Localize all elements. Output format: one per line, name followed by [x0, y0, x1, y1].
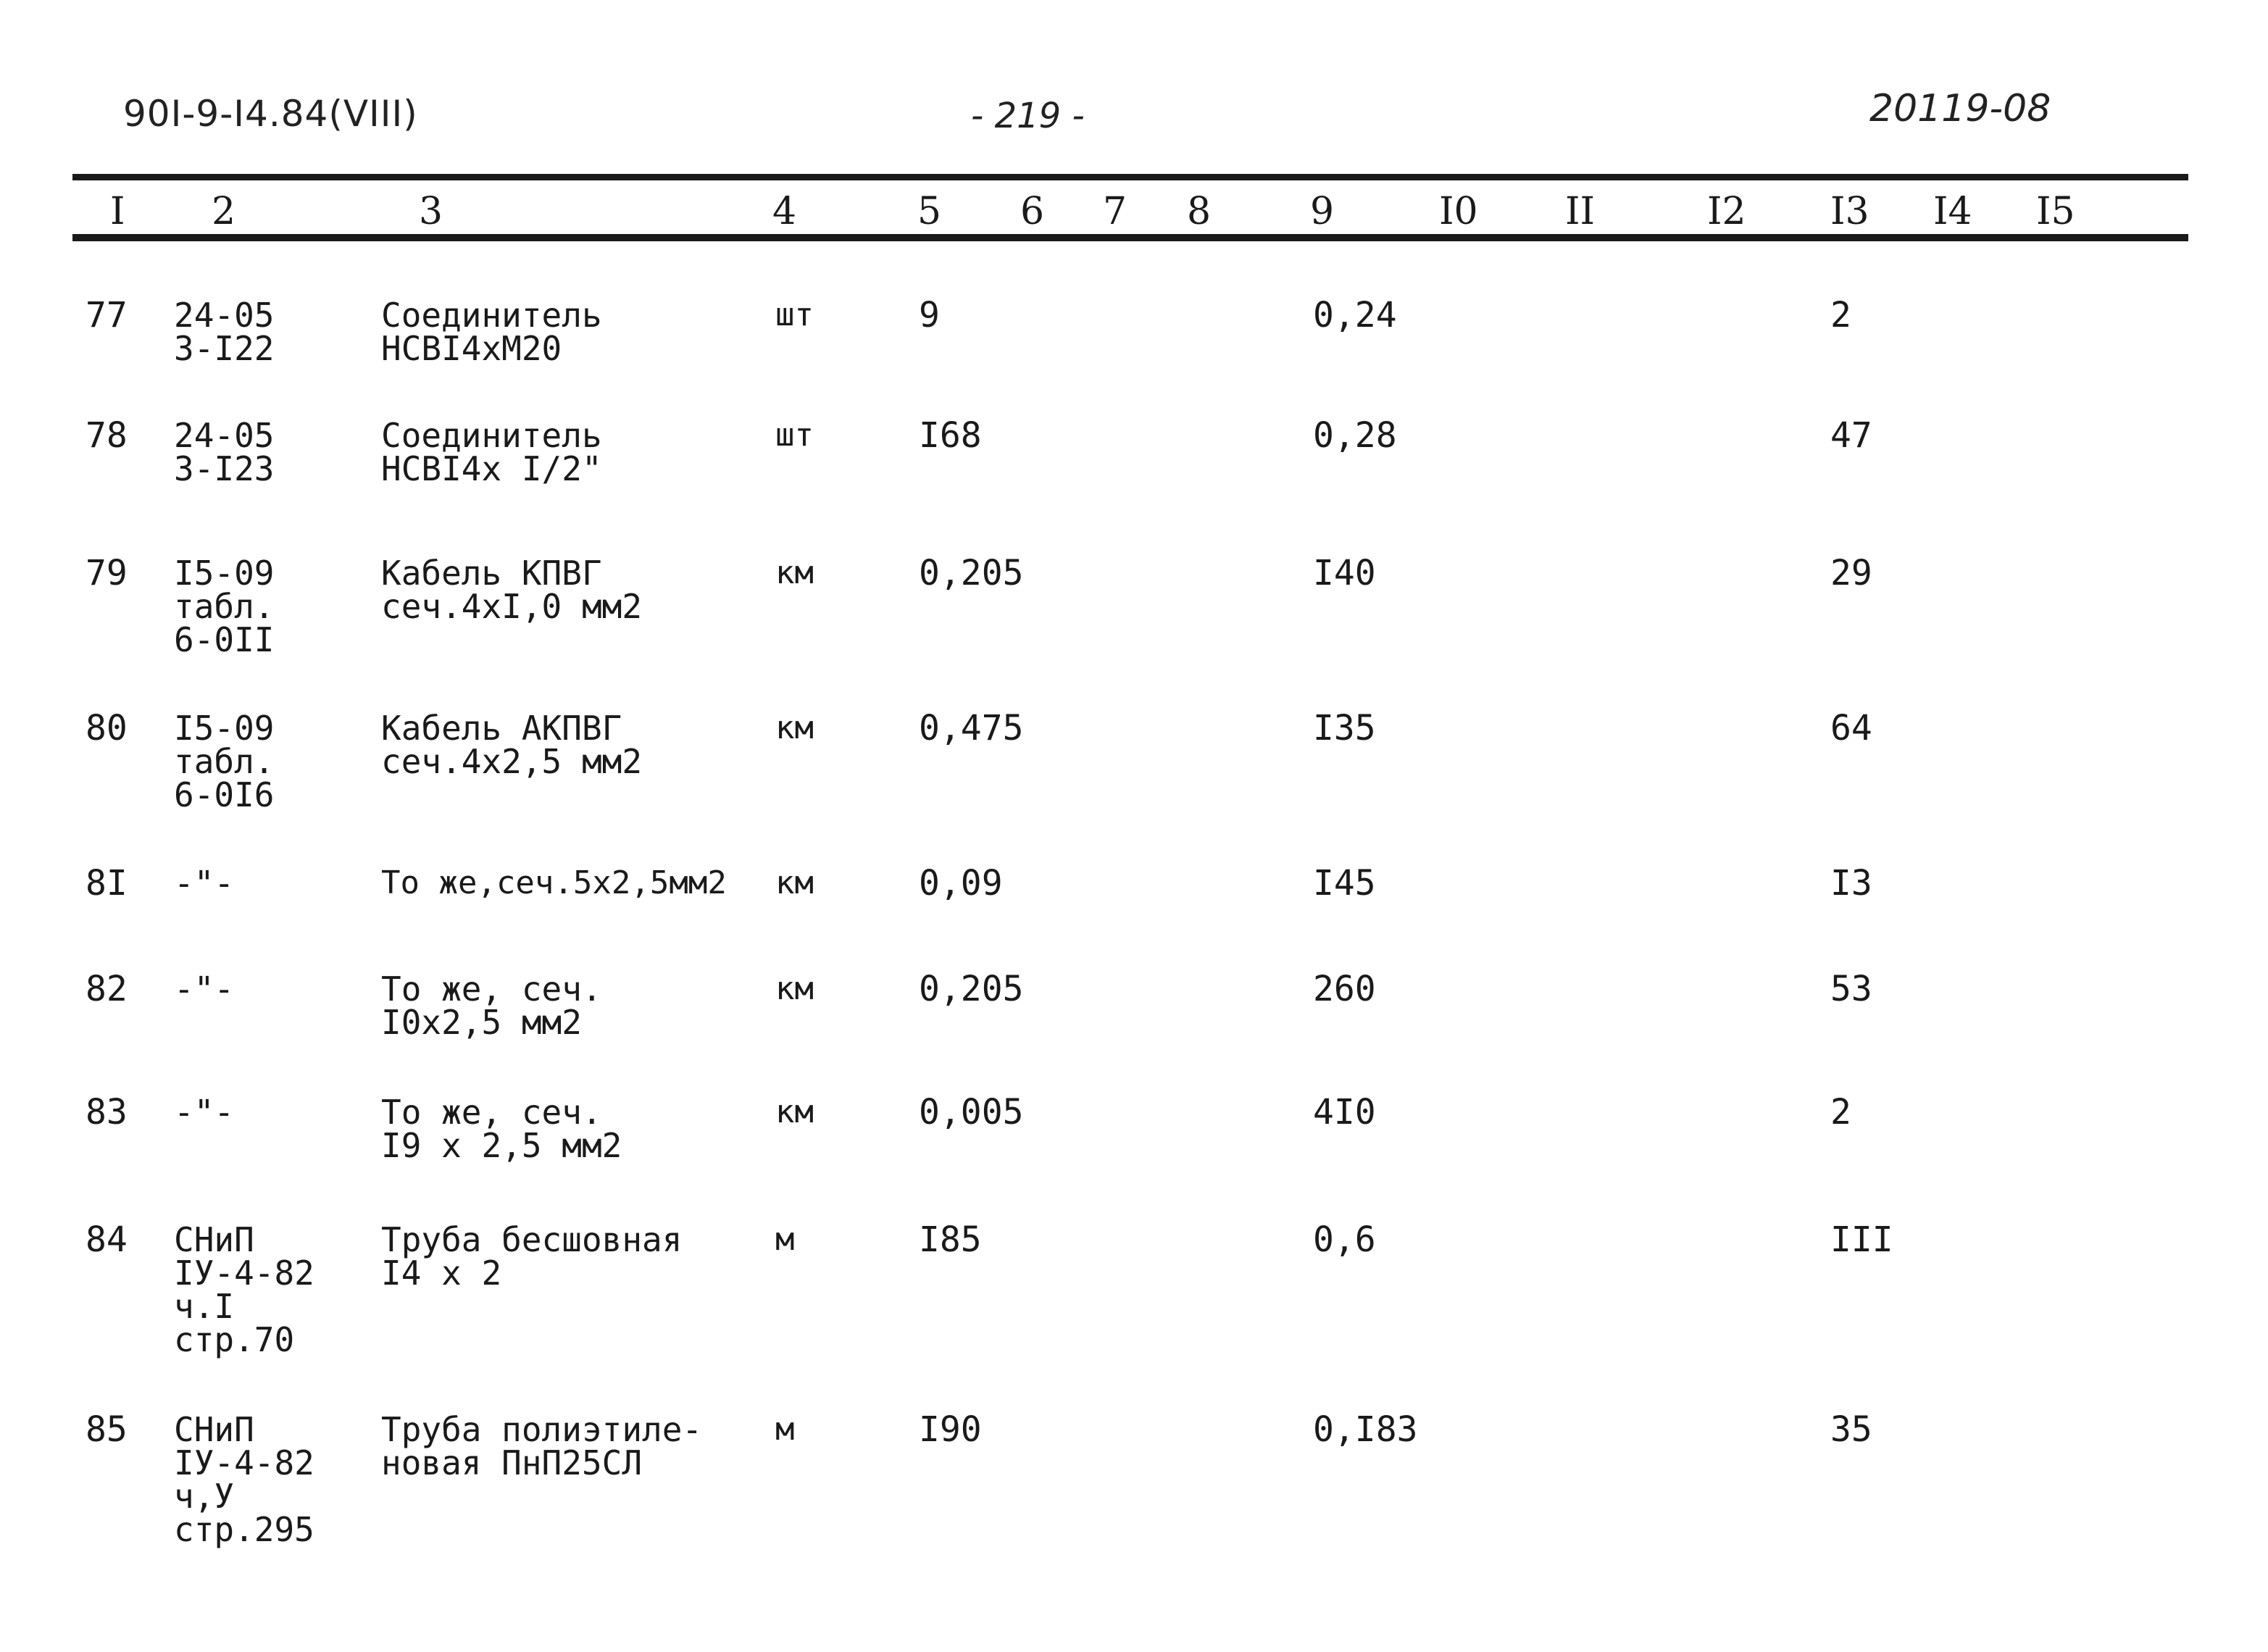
- row-quantity: 0,475: [919, 708, 1024, 748]
- row-price: 0,24: [1313, 295, 1397, 335]
- row-price: I45: [1313, 863, 1376, 904]
- row-code-line: стр.70: [174, 1320, 295, 1359]
- row-number: 82: [86, 969, 128, 1009]
- row-code-line: I5-09: [174, 554, 275, 593]
- row-total: 53: [1830, 969, 1872, 1009]
- row-number: 77: [86, 295, 128, 335]
- row-code-line: табл.: [174, 742, 275, 781]
- row-unit: км: [775, 1093, 814, 1130]
- row-name-line: Труба полиэтиле-: [381, 1410, 703, 1449]
- row-unit: км: [775, 709, 814, 746]
- row-name-line: новая ПнП25СЛ: [381, 1443, 643, 1482]
- row-total: I3: [1830, 863, 1872, 904]
- row-price: I35: [1313, 708, 1376, 748]
- row-name-line: Кабель АКПВГ: [381, 709, 622, 748]
- row-code-line: I5-09: [174, 709, 275, 748]
- row-total: III: [1830, 1219, 1893, 1260]
- row-code-line: ч,У: [174, 1477, 235, 1516]
- row-price: 0,6: [1313, 1219, 1376, 1260]
- row-name-line: I9 х 2,5 мм2: [381, 1126, 622, 1165]
- row-number: 84: [86, 1219, 128, 1260]
- row-name-line: сеч.4х2,5 мм2: [381, 742, 643, 781]
- row-total: 64: [1830, 708, 1872, 748]
- row-name-line: Соединитель: [381, 416, 602, 455]
- row-name-line: Соединитель: [381, 296, 602, 335]
- row-unit: км: [775, 864, 814, 901]
- row-unit: км: [775, 554, 814, 591]
- row-name-line: НСВI4х I/2": [381, 449, 602, 488]
- row-code-line: 6-0II: [174, 620, 275, 659]
- row-unit: шт: [775, 296, 814, 333]
- row-code-line: табл.: [174, 587, 275, 626]
- column-header-10: I0: [1439, 190, 1478, 233]
- row-price: 4I0: [1313, 1092, 1376, 1132]
- row-number: 80: [86, 708, 128, 748]
- row-name-line: То же, сеч.: [381, 969, 602, 1009]
- row-total: 2: [1830, 1092, 1851, 1132]
- column-header-8: 8: [1187, 190, 1212, 233]
- header-rule-top: [72, 174, 2188, 180]
- row-code-line: -"-: [174, 1093, 235, 1132]
- row-code-line: стр.295: [174, 1510, 314, 1549]
- page-number: - 219 -: [971, 96, 1085, 136]
- row-total: 29: [1830, 553, 1872, 593]
- row-name-line: НСВI4хМ20: [381, 329, 562, 368]
- column-header-15: I5: [2036, 190, 2075, 233]
- row-name-line: I4 х 2: [381, 1253, 502, 1293]
- row-quantity: 9: [919, 295, 940, 335]
- column-header-11: II: [1565, 190, 1596, 233]
- row-number: 79: [86, 553, 128, 593]
- row-total: 35: [1830, 1409, 1872, 1450]
- row-code-line: -"-: [174, 969, 235, 1009]
- row-name-line: То же, сеч.: [381, 1093, 602, 1132]
- row-quantity: I90: [919, 1409, 982, 1450]
- row-code-line: IУ-4-82: [174, 1443, 314, 1482]
- row-unit: км: [775, 970, 814, 1007]
- row-code-line: 6-0I6: [174, 775, 275, 814]
- row-number: 83: [86, 1092, 128, 1132]
- row-code-line: -"-: [174, 864, 235, 903]
- column-header-7: 7: [1103, 190, 1127, 233]
- row-name-line: сеч.4хI,0 мм2: [381, 587, 643, 626]
- column-header-9: 9: [1310, 190, 1335, 233]
- column-header-1: I: [110, 190, 125, 233]
- row-price: I40: [1313, 553, 1376, 593]
- row-code-line: СНиП: [174, 1220, 254, 1259]
- row-number: 85: [86, 1409, 128, 1450]
- header-rule-bottom: [72, 234, 2188, 241]
- row-code-line: 3-I23: [174, 449, 275, 488]
- document-reference: 20119-08: [1869, 87, 2051, 130]
- row-quantity: 0,205: [919, 969, 1024, 1009]
- row-unit: м: [775, 1221, 795, 1258]
- row-total: 2: [1830, 295, 1851, 335]
- row-unit: м: [775, 1411, 795, 1448]
- row-total: 47: [1830, 415, 1872, 456]
- column-header-3: 3: [419, 190, 443, 233]
- row-quantity: 0,205: [919, 553, 1024, 593]
- row-name-line: Кабель КПВГ: [381, 554, 602, 593]
- row-code-line: СНиП: [174, 1410, 254, 1449]
- column-header-4: 4: [772, 190, 797, 233]
- row-unit: шт: [775, 417, 814, 454]
- column-header-6: 6: [1020, 190, 1045, 233]
- row-number: 78: [86, 415, 128, 456]
- row-name-line: То же,сеч.5х2,5мм2: [381, 864, 727, 901]
- row-quantity: I85: [919, 1219, 982, 1260]
- row-quantity: 0,09: [919, 863, 1003, 904]
- row-price: 0,I83: [1313, 1409, 1418, 1450]
- row-number: 8I: [86, 863, 128, 904]
- document-code: 90I-9-I4.84(VIII): [123, 93, 418, 135]
- row-name-line: I0х2,5 мм2: [381, 1003, 582, 1042]
- row-price: 260: [1313, 969, 1376, 1009]
- column-header-5: 5: [917, 190, 942, 233]
- row-code-line: ч.I: [174, 1287, 235, 1326]
- column-header-14: I4: [1933, 190, 1972, 233]
- row-code-line: 3-I22: [174, 329, 275, 368]
- row-quantity: I68: [919, 415, 982, 456]
- column-header-2: 2: [212, 190, 236, 233]
- row-code-line: IУ-4-82: [174, 1253, 314, 1293]
- row-code-line: 24-05: [174, 416, 275, 455]
- row-name-line: Труба бесшовная: [381, 1220, 683, 1259]
- column-header-12: I2: [1707, 190, 1746, 233]
- row-code-line: 24-05: [174, 296, 275, 335]
- row-quantity: 0,005: [919, 1092, 1024, 1132]
- row-price: 0,28: [1313, 415, 1397, 456]
- column-header-13: I3: [1830, 190, 1869, 233]
